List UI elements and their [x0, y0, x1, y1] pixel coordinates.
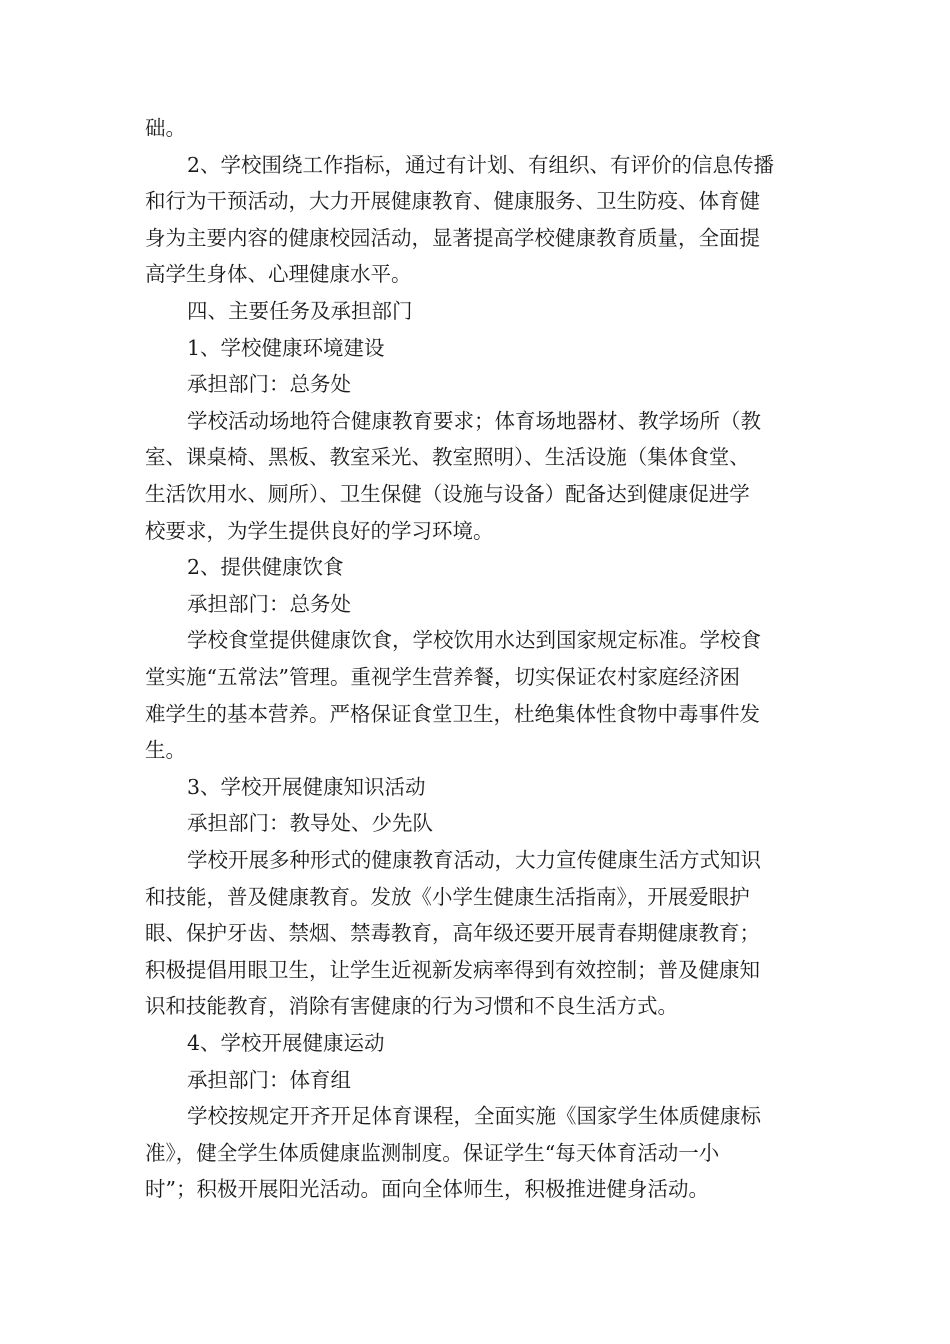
- text-line-22: 和技能，普及健康教育。发放《小学生健康生活指南》，开展爱眼护: [145, 885, 750, 909]
- department-line-1: 承担部门：总务处: [187, 372, 351, 396]
- text-line-17: 难学生的基本营养。严格保证食堂卫生，杜绝集体性食物中毒事件发: [145, 702, 760, 726]
- text-line-16: 堂实施“五常法”管理。重视学生营养餐，切实保证农村家庭经济困: [145, 665, 740, 689]
- text-line-10: 室、课桌椅、黑板、教室采光、教室照明）、生活设施（集体食堂、: [145, 445, 750, 469]
- subsection-heading-4: 4、学校开展健康运动: [187, 1031, 385, 1055]
- text-line-15: 学校食堂提供健康饮食，学校饮用水达到国家规定标准。学校食: [187, 628, 761, 652]
- department-line-4: 承担部门：体育组: [187, 1068, 351, 1092]
- text-line-2: 2、学校围绕工作指标，通过有计划、有组织、有评价的信息传播: [187, 153, 775, 177]
- text-line-12: 校要求，为学生提供良好的学习环境。: [145, 519, 494, 543]
- text-line-25: 识和技能教育，消除有害健康的行为习惯和不良生活方式。: [145, 994, 678, 1018]
- text-line-23: 眼、保护牙齿、禁烟、禁毒教育，高年级还要开展青春期健康教育；: [145, 921, 760, 945]
- text-line-4: 身为主要内容的健康校园活动，显著提高学校健康教育质量，全面提: [145, 226, 760, 250]
- section-heading: 四、主要任务及承担部门: [187, 299, 413, 323]
- text-line-1: 础。: [145, 116, 186, 140]
- department-line-2: 承担部门：总务处: [187, 592, 351, 616]
- text-line-24: 积极提倡用眼卫生，让学生近视新发病率得到有效控制；普及健康知: [145, 958, 760, 982]
- text-line-28: 学校按规定开齐开足体育课程，全面实施《国家学生体质健康标: [187, 1104, 761, 1128]
- text-line-3: 和行为干预活动，大力开展健康教育、健康服务、卫生防疫、体育健: [145, 189, 760, 213]
- text-line-18: 生。: [145, 738, 186, 762]
- text-line-21: 学校开展多种形式的健康教育活动，大力宣传健康生活方式知识: [187, 848, 761, 872]
- subsection-heading-2: 2、提供健康饮食: [187, 555, 344, 579]
- text-line-30: 时”；积极开展阳光活动。面向全体师生，积极推进健身活动。: [145, 1177, 709, 1201]
- subsection-heading-1: 1、学校健康环境建设: [187, 336, 385, 360]
- text-line-11: 生活饮用水、厕所）、卫生保健（设施与设备）配备达到健康促进学: [145, 482, 750, 506]
- department-line-3: 承担部门：教导处、少先队: [187, 811, 433, 835]
- subsection-heading-3: 3、学校开展健康知识活动: [187, 775, 426, 799]
- text-line-5: 高学生身体、心理健康水平。: [145, 262, 412, 286]
- text-line-9: 学校活动场地符合健康教育要求；体育场地器材、教学场所（教: [187, 409, 761, 433]
- text-line-29: 准》，健全学生体质健康监测制度。保证学生“每天体育活动一小: [145, 1141, 720, 1165]
